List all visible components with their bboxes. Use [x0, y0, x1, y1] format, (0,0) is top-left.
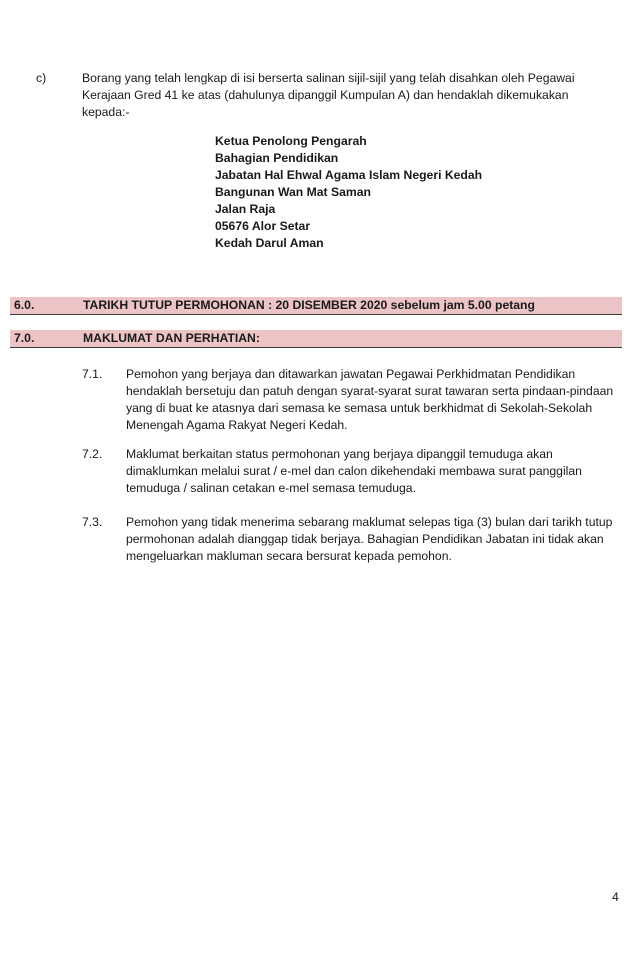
section-7-number: 7.0.: [14, 331, 35, 345]
address-line: 05676 Alor Setar: [215, 219, 311, 233]
item-7-2-text: Maklumat berkaitan status permohonan yang berjaya dipanggil temuduga akan dimaklumkan melalui surat / e-mel dan calon dikehendaki membawa surat panggilan temuduga / salinan cetakan e-mel semasa temuduga.: [126, 447, 582, 495]
item-7-3-text: Pemohon yang tidak menerima sebarang maklumat selepas tiga (3) bulan dari tarikh tutup permohonan adalah dianggap tidak berjaya. Bahagian Pendidikan Jabatan ini tidak akan mengeluarkan makluman secara bersurat kepada pemohon.: [126, 515, 613, 563]
item-7-2-number: 7.2.: [82, 447, 103, 461]
item-7-1-number: 7.1.: [82, 367, 103, 381]
section-6-heading: [10, 297, 622, 315]
address-line: Jalan Raja: [215, 202, 276, 216]
item-7-3-number: 7.3.: [82, 515, 103, 529]
section-7-label: MAKLUMAT DAN PERHATIAN:: [83, 331, 260, 345]
address-line: Jabatan Hal Ehwal Agama Islam Negeri Kedah: [215, 168, 483, 182]
address-line: Bangunan Wan Mat Saman: [215, 185, 371, 199]
item-7-1-text: Pemohon yang berjaya dan ditawarkan jawatan Pegawai Perkhidmatan Pendidikan hendaklah bersetuju dan patuh dengan syarat-syarat surat tawaran serta pindaan-pindaan yang di buat ke atasnya dari semasa ke semasa untuk berkhidmat di Sekolah-Sekolah Menengah Agama Rakyat Negeri Kedah.: [126, 367, 614, 432]
address-line: Ketua Penolong Pengarah: [215, 134, 367, 148]
item-c-text: Borang yang telah lengkap di isi berserta salinan sijil-sijil yang telah disahkan oleh Pegawai Kerajaan Gred 41 ke atas (dahulunya dipanggil Kumpulan A) dan hendaklah dikemukakan kepada:-: [82, 71, 575, 119]
address-line: Bahagian Pendidikan: [215, 151, 339, 165]
page-number: 4: [612, 890, 619, 904]
section-6-number: 6.0.: [14, 298, 35, 312]
section-6-label: TARIKH TUTUP PERMOHONAN : 20 DISEMBER 2020 sebelum jam 5.00 petang: [83, 298, 535, 312]
section-7-heading: [10, 330, 622, 348]
address-block: [215, 133, 482, 252]
address-line: Kedah Darul Aman: [215, 236, 324, 250]
item-c-label: c): [36, 71, 47, 85]
